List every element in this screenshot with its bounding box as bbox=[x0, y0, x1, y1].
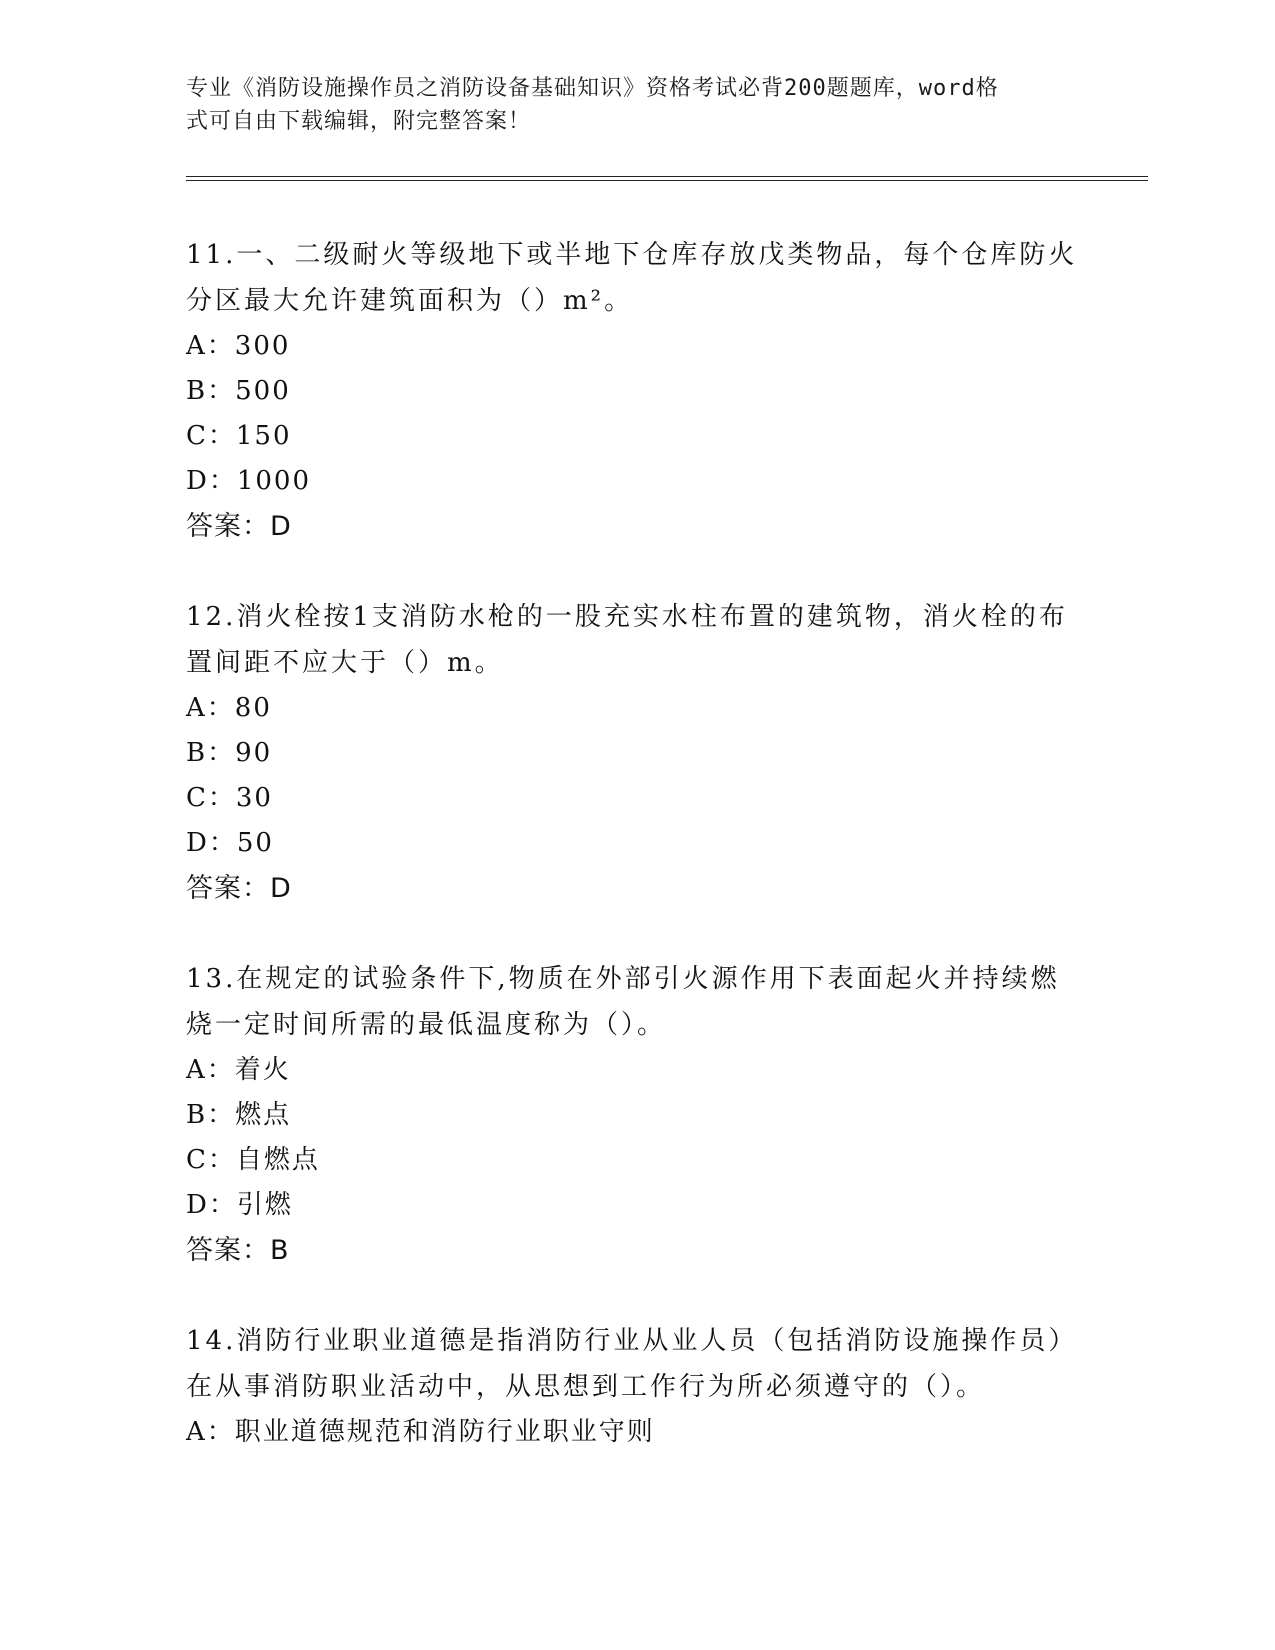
option-b: B：90 bbox=[186, 738, 273, 768]
option-c: C：30 bbox=[186, 783, 273, 813]
option-b: B：燃点 bbox=[186, 1100, 292, 1130]
header-line-1: 专业《消防设施操作员之消防设备基础知识》资格考试必背200题题库，word格 bbox=[186, 76, 999, 101]
option-a: A：80 bbox=[186, 693, 272, 723]
question-12 bbox=[186, 594, 1086, 912]
header-divider-top bbox=[186, 176, 1148, 177]
option-d: D：1000 bbox=[186, 466, 312, 496]
question-list bbox=[186, 232, 1086, 1455]
option-c: C：自燃点 bbox=[186, 1145, 320, 1175]
question-stem-line-1: 12.消火栓按1支消防水枪的一股充实水柱布置的建筑物，消火栓的布 bbox=[186, 602, 1068, 632]
option-d: D：引燃 bbox=[186, 1190, 293, 1220]
option-b: B：500 bbox=[186, 376, 291, 406]
question-stem-line-2: 烧一定时间所需的最低温度称为（）。 bbox=[186, 1010, 667, 1040]
option-a: A：职业道德规范和消防行业职业守则 bbox=[186, 1417, 655, 1447]
question-13 bbox=[186, 956, 1086, 1274]
question-stem-line-2: 置间距不应大于（）m。 bbox=[186, 648, 504, 678]
document-header bbox=[186, 72, 1086, 138]
option-d: D：50 bbox=[186, 828, 274, 858]
question-stem-line-2: 在从事消防职业活动中，从思想到工作行为所必须遵守的（）。 bbox=[186, 1372, 986, 1402]
question-14 bbox=[186, 1318, 1086, 1455]
question-stem-line-1: 13.在规定的试验条件下,物质在外部引火源作用下表面起火并持续燃 bbox=[186, 964, 1060, 994]
option-a: A：着火 bbox=[186, 1055, 291, 1085]
question-stem-line-1: 14.消防行业职业道德是指消防行业从业人员（包括消防设施操作员） bbox=[186, 1326, 1078, 1356]
option-a: A：300 bbox=[186, 331, 291, 361]
option-c: C：150 bbox=[186, 421, 292, 451]
header-line-2: 式可自由下载编辑，附完整答案！ bbox=[186, 109, 532, 134]
answer: 答案：D bbox=[186, 511, 292, 542]
answer: 答案：B bbox=[186, 1235, 290, 1266]
question-11 bbox=[186, 232, 1086, 550]
header-divider-bottom bbox=[186, 180, 1148, 181]
question-stem-line-2: 分区最大允许建筑面积为（）m²。 bbox=[186, 286, 634, 316]
answer: 答案：D bbox=[186, 873, 292, 904]
question-stem-line-1: 11.一、二级耐火等级地下或半地下仓库存放戊类物品，每个仓库防火 bbox=[186, 240, 1078, 270]
